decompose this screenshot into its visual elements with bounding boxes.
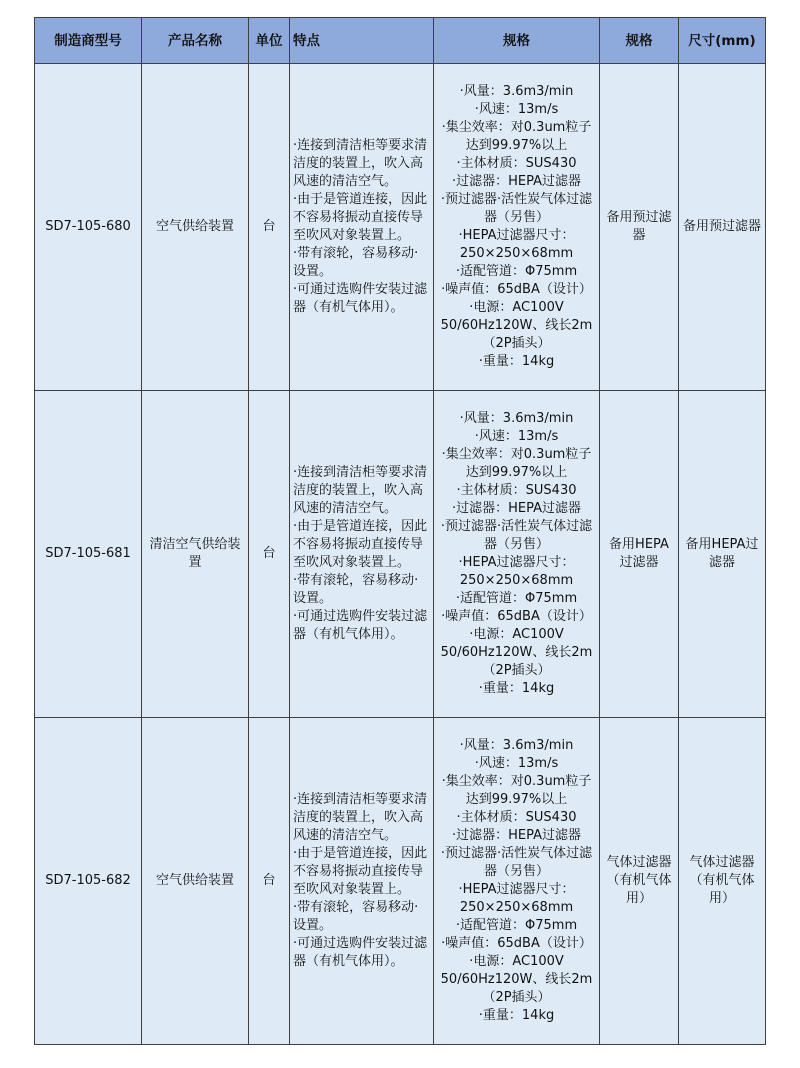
table-row: [35, 64, 766, 391]
header-row: [35, 18, 766, 64]
spec-line: ·噪声值：65dBA（设计）: [441, 609, 592, 624]
unit-cell: 台: [249, 718, 290, 1045]
spec-line: ·风速：13m/s: [474, 429, 559, 444]
feature-line: ·连接到清洁柜等要求清洁度的装置上，吹入高风速的清洁空气。: [293, 792, 428, 843]
header-size: 尺寸(mm): [679, 18, 766, 64]
spec-line: ·集尘效率：对0.3um粒子达到99.97%以上: [441, 774, 592, 807]
spec-line: ·风速：13m/s: [474, 756, 559, 771]
spec-line: ·过滤器：HEPA过滤器: [451, 501, 582, 516]
spec-line: ·适配管道：Φ75mm: [455, 591, 578, 606]
features-cell: [290, 718, 434, 1045]
size-cell: 气体过滤器（有机气体用）: [679, 718, 766, 1045]
spec-line: ·电源：AC100V 50/60Hz120W、线长2m（2P插头）: [440, 300, 593, 351]
feature-line: ·带有滚轮，容易移动·设置。: [293, 573, 419, 606]
product-name-cell: 空气供给装置: [142, 718, 249, 1045]
features-cell: [290, 64, 434, 391]
feature-line: ·由于是管道连接，因此不容易将振动直接传导至吹风对象装置上。: [293, 192, 428, 243]
spec-line: ·HEPA过滤器尺寸：250×250×68mm: [458, 555, 575, 588]
feature-line: ·可通过选购件安装过滤器（有机气体用）。: [293, 282, 428, 315]
spec-line: ·重量：14kg: [478, 681, 555, 696]
spec-line: ·过滤器：HEPA过滤器: [451, 828, 582, 843]
header-product-name: 产品名称: [142, 18, 249, 64]
spec-line: ·主体材质：SUS430: [456, 810, 577, 825]
spec-line: ·集尘效率：对0.3um粒子达到99.97%以上: [441, 120, 592, 153]
specs-cell: [434, 391, 600, 718]
feature-line: ·可通过选购件安装过滤器（有机气体用）。: [293, 936, 428, 969]
feature-line: ·可通过选购件安装过滤器（有机气体用）。: [293, 609, 428, 642]
header-features: 特点: [290, 18, 434, 64]
model-cell: SD7-105-681: [35, 391, 142, 718]
header-unit: 单位: [249, 18, 290, 64]
spec-line: ·风量：3.6m3/min: [459, 738, 574, 753]
table-row: [35, 391, 766, 718]
feature-line: ·由于是管道连接，因此不容易将振动直接传导至吹风对象装置上。: [293, 519, 428, 570]
specs-cell: [434, 718, 600, 1045]
table-row: [35, 718, 766, 1045]
size-cell: 备用预过滤器: [679, 64, 766, 391]
model-cell: SD7-105-682: [35, 718, 142, 1045]
spec-line: ·过滤器：HEPA过滤器: [451, 174, 582, 189]
spec-line: ·适配管道：Φ75mm: [455, 264, 578, 279]
product-spec-table: [34, 17, 766, 1045]
specs-cell: [434, 64, 600, 391]
header-specs: 规格: [434, 18, 600, 64]
unit-cell: 台: [249, 391, 290, 718]
spec2-cell: 气体过滤器（有机气体用）: [600, 718, 679, 1045]
spec-line: ·重量：14kg: [478, 1008, 555, 1023]
spec-line: ·HEPA过滤器尺寸：250×250×68mm: [458, 882, 575, 915]
header-spec-2: 规格: [600, 18, 679, 64]
product-name-cell: 空气供给装置: [142, 64, 249, 391]
feature-line: ·带有滚轮，容易移动·设置。: [293, 900, 419, 933]
feature-line: ·由于是管道连接，因此不容易将振动直接传导至吹风对象装置上。: [293, 846, 428, 897]
size-cell: 备用HEPA过滤器: [679, 391, 766, 718]
spec-line: ·噪声值：65dBA（设计）: [441, 936, 592, 951]
header-model: 制造商型号: [35, 18, 142, 64]
spec-line: ·电源：AC100V 50/60Hz120W、线长2m（2P插头）: [440, 627, 593, 678]
spec-line: ·风量：3.6m3/min: [459, 84, 574, 99]
spec-line: ·主体材质：SUS430: [456, 483, 577, 498]
unit-cell: 台: [249, 64, 290, 391]
spec-line: ·重量：14kg: [478, 354, 555, 369]
spec2-cell: 备用预过滤器: [600, 64, 679, 391]
spec-line: ·电源：AC100V 50/60Hz120W、线长2m（2P插头）: [440, 954, 593, 1005]
spec-line: ·噪声值：65dBA（设计）: [441, 282, 592, 297]
spec-line: ·HEPA过滤器尺寸：250×250×68mm: [458, 228, 575, 261]
spec-line: ·风速：13m/s: [474, 102, 559, 117]
spec-line: ·适配管道：Φ75mm: [455, 918, 578, 933]
spec-line: ·预过滤器·活性炭气体过滤器（另售）: [440, 192, 593, 225]
spec2-cell: 备用HEPA过滤器: [600, 391, 679, 718]
spec-line: ·预过滤器·活性炭气体过滤器（另售）: [440, 519, 593, 552]
spec-line: ·集尘效率：对0.3um粒子达到99.97%以上: [441, 447, 592, 480]
feature-line: ·连接到清洁柜等要求清洁度的装置上，吹入高风速的清洁空气。: [293, 138, 428, 189]
feature-line: ·带有滚轮，容易移动·设置。: [293, 246, 419, 279]
feature-line: ·连接到清洁柜等要求清洁度的装置上，吹入高风速的清洁空气。: [293, 465, 428, 516]
product-name-cell: 清洁空气供给装置: [142, 391, 249, 718]
spec-line: ·预过滤器·活性炭气体过滤器（另售）: [440, 846, 593, 879]
model-cell: SD7-105-680: [35, 64, 142, 391]
spec-line: ·主体材质：SUS430: [456, 156, 577, 171]
spec-line: ·风量：3.6m3/min: [459, 411, 574, 426]
features-cell: [290, 391, 434, 718]
